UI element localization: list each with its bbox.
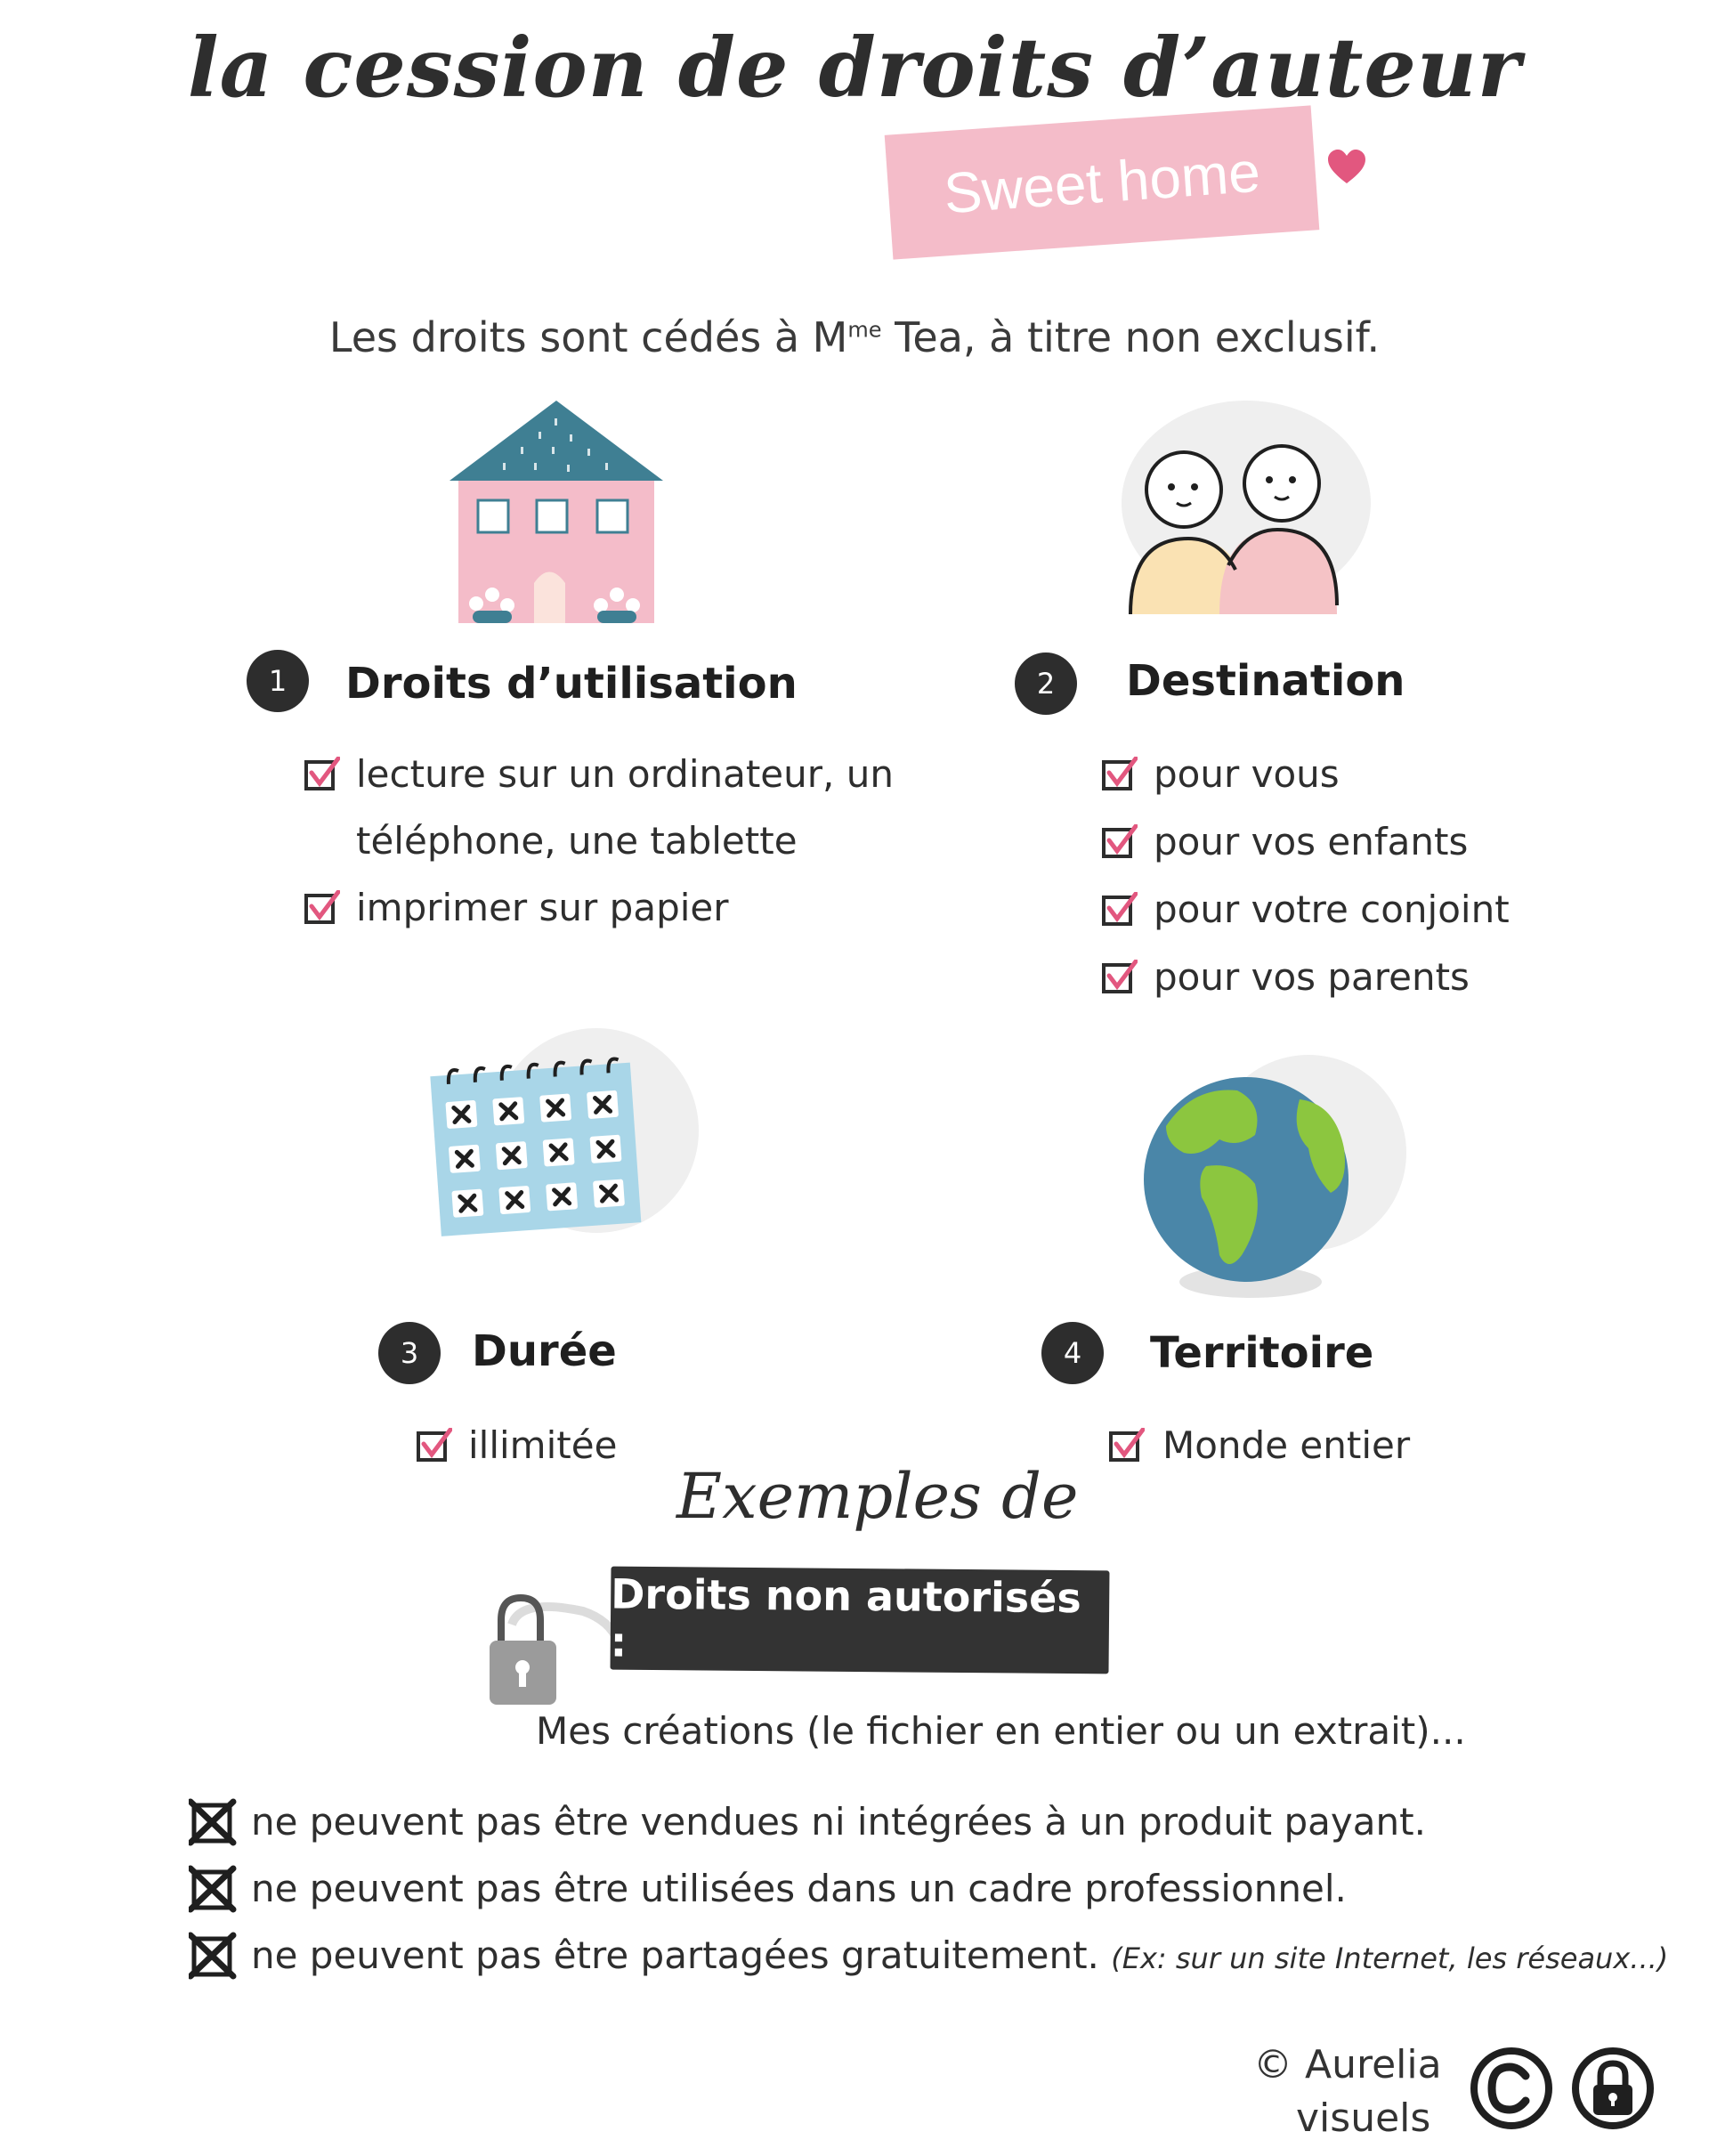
checkbox-check-icon xyxy=(1102,892,1138,928)
checkbox-check-icon xyxy=(1102,960,1138,995)
section-1-title: Droits d’utilisation xyxy=(345,659,798,709)
intro-before: Les droits sont cédés à M xyxy=(328,313,848,361)
house-icon xyxy=(441,392,672,632)
product-tag xyxy=(885,105,1320,259)
section-4-number: 4 xyxy=(1041,1322,1104,1384)
footer-line-1: © Aurelia xyxy=(1253,2042,1442,2087)
forbidden-script-heading: Exemples de xyxy=(676,1460,1079,1533)
section-1-number: 1 xyxy=(247,650,309,712)
people-icon xyxy=(1104,405,1371,619)
section-2-number: 2 xyxy=(1015,652,1077,715)
footer-line-2: visuels xyxy=(1296,2095,1431,2141)
section-2-item-2: pour vos enfants xyxy=(1154,820,1469,863)
checkbox-check-icon xyxy=(1102,824,1138,860)
section-2-title: Destination xyxy=(1126,656,1405,706)
checkbox-check-icon xyxy=(304,757,340,792)
checkbox-cross-icon xyxy=(189,1932,237,1980)
section-2-item-3: pour votre conjoint xyxy=(1154,888,1510,931)
copyright-footer xyxy=(1253,2038,1442,2145)
forbidden-item-3-text: ne peuvent pas être partagées gratuitement. xyxy=(251,1933,1099,1977)
forbidden-banner: Droits non autorisés : xyxy=(611,1567,1110,1674)
checkbox-check-icon xyxy=(1102,757,1138,792)
checkbox-check-icon xyxy=(1109,1428,1145,1463)
section-4-title: Territoire xyxy=(1150,1328,1374,1378)
section-3-title: Durée xyxy=(472,1326,617,1376)
section-3-item-1: illimitée xyxy=(468,1423,618,1467)
forbidden-lead: Mes créations (le fichier en entier ou un extrait)... xyxy=(536,1709,1466,1753)
lock-icon xyxy=(1570,2046,1656,2131)
checkbox-cross-icon xyxy=(189,1865,237,1913)
checkbox-check-icon xyxy=(417,1428,452,1463)
forbidden-item-1: ne peuvent pas être vendues ni intégrées à un produit payant. xyxy=(251,1800,1426,1844)
section-1-item-1: lecture sur un ordinateur, un xyxy=(356,752,894,796)
checkbox-check-icon xyxy=(304,890,340,926)
section-1-item-2: imprimer sur papier xyxy=(356,886,729,929)
intro-sup: me xyxy=(847,317,882,343)
intro-after: Tea, à titre non exclusif. xyxy=(881,313,1381,361)
section-1-item-1-cont: téléphone, une tablette xyxy=(356,819,798,863)
copyright-icon xyxy=(1469,2046,1554,2131)
calendar-icon xyxy=(418,1033,694,1264)
forbidden-item-2: ne peuvent pas être utilisées dans un cadre professionnel. xyxy=(251,1867,1347,1910)
padlock-icon xyxy=(485,1580,628,1714)
product-tag-label: Sweet home xyxy=(942,139,1262,226)
page-title: la cession de droits d’auteur xyxy=(187,20,1522,116)
forbidden-item-3 xyxy=(251,1933,1668,1977)
section-3-number: 3 xyxy=(378,1322,441,1384)
heart-icon xyxy=(1326,148,1367,185)
intro-text xyxy=(0,313,1709,361)
section-2-item-1: pour vous xyxy=(1154,752,1340,796)
globe-icon xyxy=(1130,1050,1415,1309)
section-2-item-4: pour vos parents xyxy=(1154,955,1470,999)
forbidden-item-3-note: (Ex: sur un site Internet, les réseaux...) xyxy=(1111,1941,1669,1975)
checkbox-cross-icon xyxy=(189,1798,237,1846)
section-4-item-1: Monde entier xyxy=(1162,1423,1411,1467)
